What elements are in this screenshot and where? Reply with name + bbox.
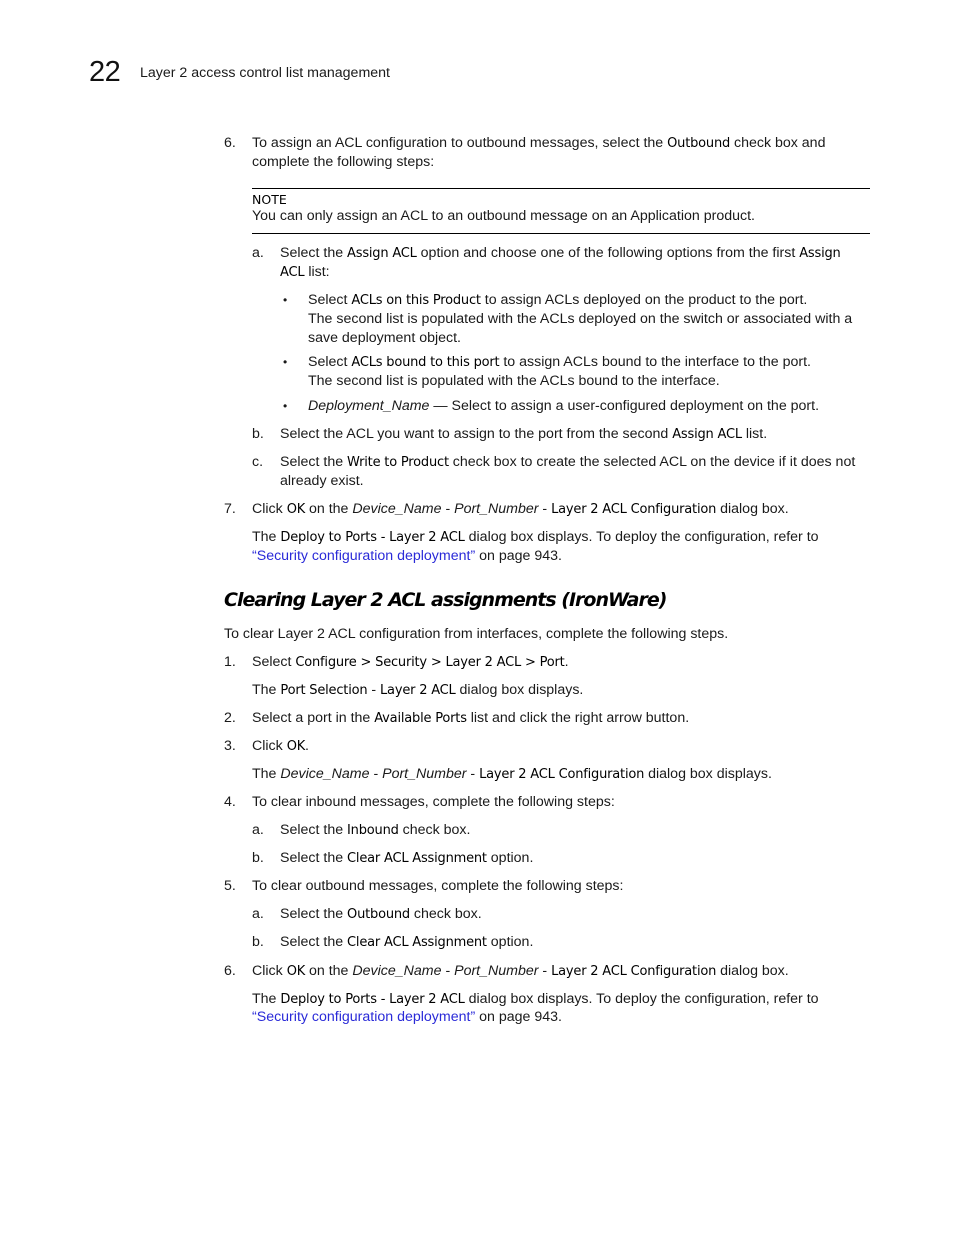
substep-text: Select the Clear ACL Assignment option. (280, 934, 534, 950)
bullet-text-continued: The second list is populated with the ACLs bound to the interface. (308, 373, 720, 389)
step-number: 7. (224, 501, 236, 517)
bullet-text: Select ACLs on this Product to assign ACLs deployed on the product to the port. (308, 292, 808, 308)
step-number: 1. (224, 654, 236, 670)
result-text-continued: “Security configuration deployment” on page 943. (252, 548, 562, 564)
step-number: 5. (224, 878, 236, 894)
step-text: Click OK on the Device_Name - Port_Number - Layer 2 ACL Configuration dialog box. (252, 501, 789, 517)
step-text-continued: complete the following steps: (252, 154, 435, 170)
step-number: 6. (224, 963, 236, 979)
step-number: 4. (224, 794, 236, 810)
substep-text: Select the Assign ACL option and choose one of the following options from the first Assign (280, 245, 841, 261)
note-bottom-rule (252, 233, 870, 234)
step-number: 3. (224, 738, 236, 754)
substep-text-continued: ACL list: (280, 264, 330, 280)
substep-text: Select the Inbound check box. (280, 822, 471, 838)
bullet-text: Select ACLs bound to this port to assign ACLs bound to the interface to the port. (308, 354, 811, 370)
chapter-title: Layer 2 access control list management (140, 65, 390, 81)
bullet-text: Deployment_Name — Select to assign a user-configured deployment on the port. (308, 398, 820, 414)
substep-letter: a. (252, 822, 264, 838)
result-text: The Deploy to Ports - Layer 2 ACL dialog box displays. To deploy the configuration, refer to (252, 529, 819, 545)
substep-text: Select the ACL you want to assign to the port from the second Assign ACL list. (280, 426, 768, 442)
bullet-icon: • (283, 399, 288, 413)
substep-letter: b. (252, 426, 264, 442)
substep-letter: a. (252, 245, 264, 261)
result-text-continued: “Security configuration deployment” on page 943. (252, 1009, 562, 1025)
result-text: The Deploy to Ports - Layer 2 ACL dialog box displays. To deploy the configuration, refer to (252, 991, 819, 1007)
note-text: You can only assign an ACL to an outbound message on an Application product. (252, 208, 755, 224)
step-text: Click OK. (252, 738, 309, 754)
step-text: Select Configure > Security > Layer 2 ACL > Port. (252, 654, 569, 670)
step-text: To assign an ACL configuration to outbound messages, select the Outbound check box and (252, 135, 826, 151)
substep-letter: b. (252, 850, 264, 866)
substep-text-continued: already exist. (280, 473, 364, 489)
substep-text: Select the Outbound check box. (280, 906, 482, 922)
chapter-number: 22 (89, 56, 121, 88)
substep-text: Select the Write to Product check box to create the selected ACL on the device if it does not (280, 454, 856, 470)
step-text: To clear inbound messages, complete the following steps: (252, 794, 615, 810)
section-heading: Clearing Layer 2 ACL assignments (IronWare) (224, 589, 667, 611)
bullet-icon: • (283, 293, 288, 307)
security-configuration-deployment-link[interactable]: “Security configuration deployment” (252, 1009, 476, 1025)
note-top-rule (252, 188, 870, 189)
result-text: The Device_Name - Port_Number - Layer 2 ACL Configuration dialog box displays. (252, 766, 772, 782)
step-text: To clear outbound messages, complete the following steps: (252, 878, 624, 894)
substep-letter: c. (252, 454, 264, 470)
substep-text: Select the Clear ACL Assignment option. (280, 850, 534, 866)
result-text: The Port Selection - Layer 2 ACL dialog box displays. (252, 682, 584, 698)
substep-letter: b. (252, 934, 264, 950)
note-label: NOTE (252, 192, 287, 207)
substep-letter: a. (252, 906, 264, 922)
bullet-icon: • (283, 355, 288, 369)
bullet-text-continued: save deployment object. (308, 330, 462, 346)
section-intro: To clear Layer 2 ACL configuration from interfaces, complete the following steps. (224, 626, 729, 642)
step-number: 2. (224, 710, 236, 726)
bullet-text-continued: The second list is populated with the ACLs deployed on the switch or associated with a (308, 311, 853, 327)
step-text: Click OK on the Device_Name - Port_Number - Layer 2 ACL Configuration dialog box. (252, 963, 789, 979)
step-number: 6. (224, 135, 236, 151)
security-configuration-deployment-link[interactable]: “Security configuration deployment” (252, 548, 476, 564)
step-text: Select a port in the Available Ports list and click the right arrow button. (252, 710, 690, 726)
